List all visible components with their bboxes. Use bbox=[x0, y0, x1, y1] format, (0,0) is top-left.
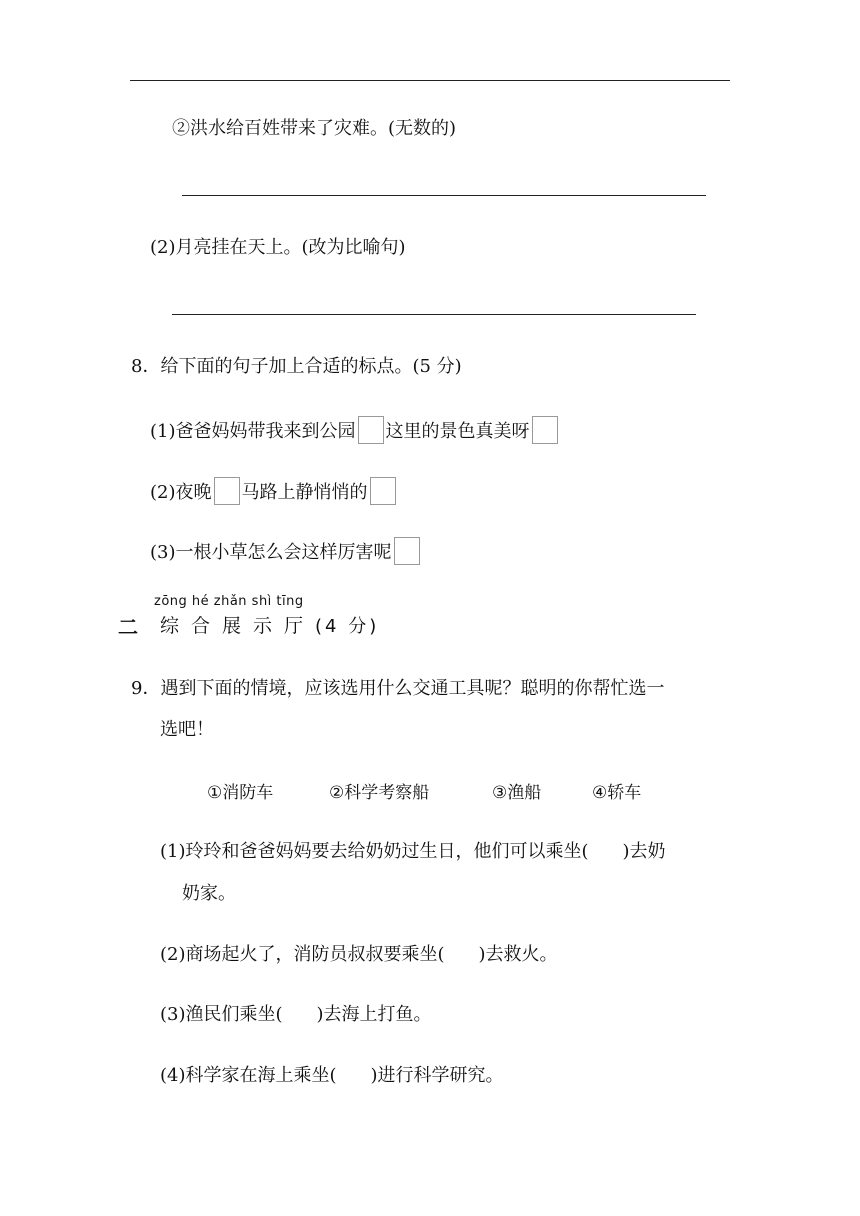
q9-sub-1-line-2: 奶家。 bbox=[182, 883, 236, 904]
header-rule bbox=[130, 80, 730, 81]
section-2-title: 综合展示厅 bbox=[160, 615, 316, 637]
q9-sub-1-part-a: (1)玲玲和爸爸妈妈要去给奶奶过生日，他们可以乘坐( bbox=[160, 841, 589, 862]
punctuation-box[interactable] bbox=[214, 477, 240, 505]
q9-option-4: ④轿车 bbox=[592, 783, 642, 803]
q8-s2-part-b: 马路上静悄悄的 bbox=[241, 482, 368, 503]
q8-s2-part-a: (2)夜晚 bbox=[150, 482, 212, 503]
q9-sub-3-part-b: )去海上打鱼。 bbox=[316, 1004, 432, 1025]
q7-item-2: ②洪水给百姓带来了灾难。(无数的) bbox=[172, 118, 457, 139]
q7-sub-2: (2)月亮挂在天上。(改为比喻句) bbox=[150, 237, 406, 258]
q9-option-2: ②科学考察船 bbox=[329, 783, 430, 803]
q9-sub-4-part-a: (4)科学家在海上乘坐( bbox=[160, 1065, 337, 1086]
q8-s1-part-a: (1)爸爸妈妈带我来到公园 bbox=[150, 421, 356, 442]
q9-sub-3 bbox=[160, 1003, 432, 1027]
punctuation-box[interactable] bbox=[358, 416, 384, 444]
q8-s3-part-a: (3)一根小草怎么会这样厉害呢 bbox=[150, 542, 392, 563]
q9-sub-2 bbox=[160, 943, 558, 967]
section-2-heading bbox=[160, 611, 379, 638]
q7-item-2-answer-line[interactable] bbox=[182, 195, 706, 196]
q9-sub-2-part-b: )去救火。 bbox=[478, 944, 558, 965]
q9-option-1: ①消防车 bbox=[207, 783, 274, 803]
section-2-number: 二 bbox=[118, 615, 138, 639]
section-2-score: (4 分) bbox=[315, 616, 380, 637]
q9-option-3: ③渔船 bbox=[492, 783, 542, 803]
q9-sub-1 bbox=[160, 840, 666, 864]
punctuation-box[interactable] bbox=[532, 416, 558, 444]
q9-sub-2-part-a: (2)商场起火了，消防员叔叔要乘坐( bbox=[160, 944, 445, 965]
q9-sub-3-part-a: (3)渔民们乘坐( bbox=[160, 1004, 283, 1025]
q9-sub-4 bbox=[160, 1064, 504, 1088]
q8-s1-part-b: 这里的景色真美呀 bbox=[385, 421, 530, 442]
q8-sentence-3 bbox=[150, 539, 422, 567]
q9-title-line-1: 9．遇到下面的情境，应该选用什么交通工具呢？聪明的你帮忙选一 bbox=[131, 678, 665, 699]
q8-sentence-1 bbox=[150, 418, 560, 446]
q9-sub-4-part-b: )进行科学研究。 bbox=[370, 1065, 504, 1086]
q8-title: 8．给下面的句子加上合适的标点。(5 分) bbox=[131, 356, 462, 377]
punctuation-box[interactable] bbox=[370, 477, 396, 505]
punctuation-box[interactable] bbox=[394, 537, 420, 565]
q9-title-line-2: 选吧！ bbox=[160, 719, 214, 740]
q7-sub-2-answer-line[interactable] bbox=[172, 314, 696, 315]
section-2-pinyin: zōng hé zhǎn shì tīng bbox=[154, 594, 304, 609]
q9-sub-1-part-b: )去奶 bbox=[622, 841, 666, 862]
q8-sentence-2 bbox=[150, 479, 398, 507]
